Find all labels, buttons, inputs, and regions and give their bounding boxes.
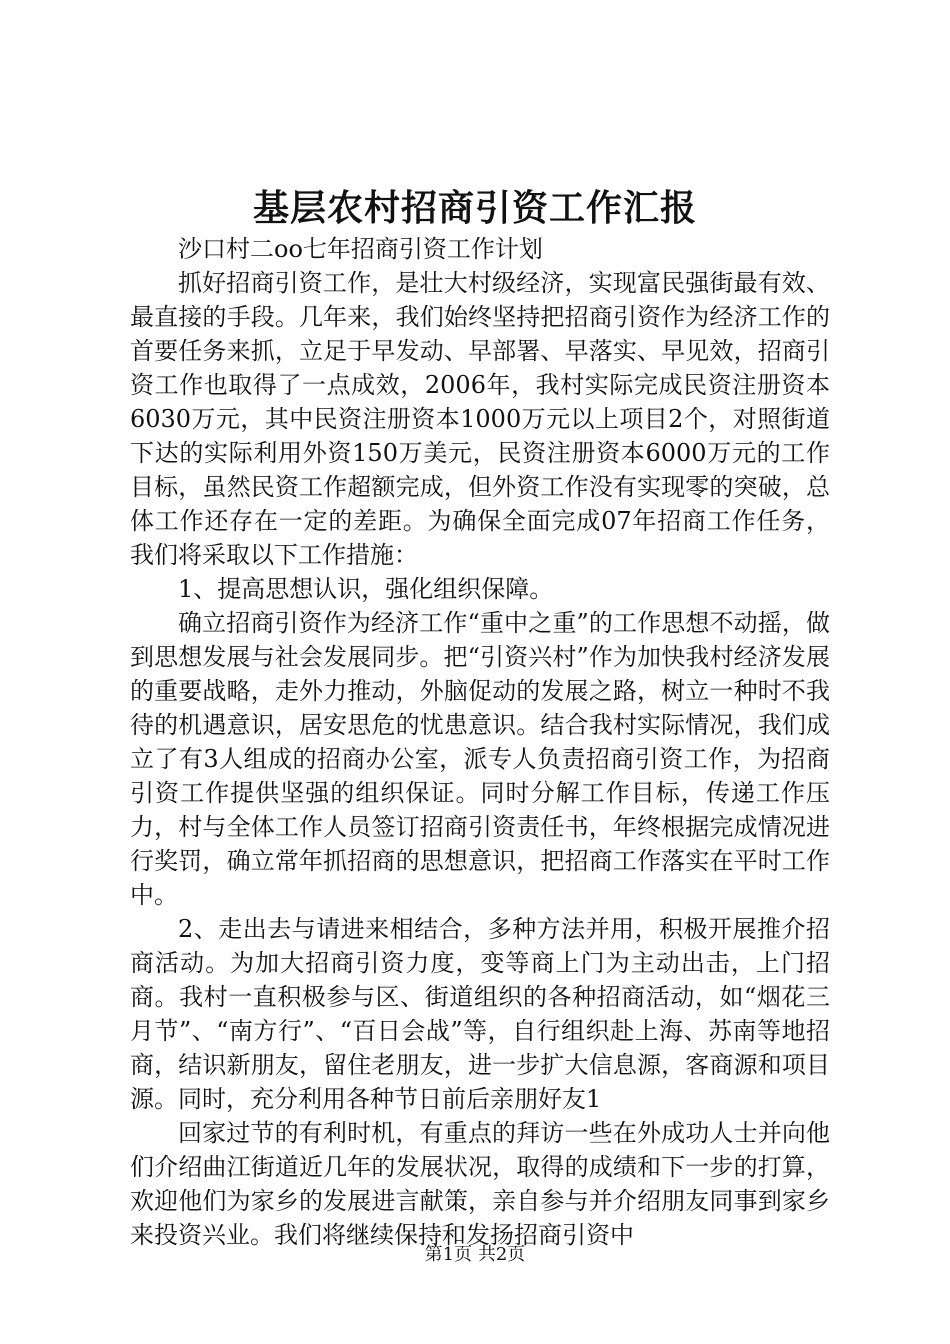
document-title: 基层农村招商引资工作汇报 <box>252 187 697 229</box>
paragraph-continuation: 回家过节的有利时机，有重点的拜访一些在外成功人士并向他们介绍曲江街道近几年的发展状况，取得的成绩和下一步的打算，欢迎他们为家乡的发展进言献策，亲自参与并介绍朋友同事到家乡来投资兴业。我们将继续保持和发扬招商引资中 <box>130 1119 830 1249</box>
document-body <box>130 232 830 1252</box>
paragraph-intro: 抓好招商引资工作，是壮大村级经济，实现富民强街最有效、最直接的手段。几年来，我们始终坚持把招商引资作为经济工作的首要任务来抓，立足于早发动、早部署、早落实、早见效，招商引资工作也取得了一点成效，2006年，我村实际完成民资注册资本6030万元，其中民资注册资本1000万元以上项目2个，对照街道下达的实际利用外资150万美元，民资注册资本6000万元的工作目标，虽然民资工作超额完成，但外资工作没有实现零的突破，总体工作还存在一定的差距。为确保全面完成07年招商工作任务，我们将采取以下工作措施： <box>130 269 830 569</box>
paragraph-plan-heading: 沙口村二oo七年招商引资工作计划 <box>178 235 543 263</box>
paragraph-measure-2: 2、走出去与请进来相结合，多种方法并用，积极开展推介招商活动。为加大招商引资力度，变等商上门为主动出击，上门招商。我村一直积极参与区、街道组织的各种招商活动，如“烟花三月节”、“南方行”、“百日会战”等，自行组织赴上海、苏南等地招商，结识新朋友，留住老朋友，进一步扩大信息源，客商源和项目源。同时，充分利用各种节日前后亲朋好友1 <box>130 915 830 1113</box>
page-footer: 第1页 共2页 <box>424 1244 526 1265</box>
paragraph-measure-1-heading: 1、提高思想认识，强化组织保障。 <box>178 575 554 603</box>
paragraph-measure-1-body: 确立招商引资作为经济工作“重中之重”的工作思想不动摇，做到思想发展与社会发展同步。把“引资兴村”作为加快我村经济发展的重要战略，走外力推动，外脑促动的发展之路，树立一种时不我待的机遇意识，居安思危的忧患意识。结合我村实际情况，我们成立了有3人组成的招商办公室，派专人负责招商引资工作，为招商引资工作提供坚强的组织保证。同时分解工作目标，传递工作压力，村与全体工作人员签订招商引资责任书，年终根据完成情况进行奖罚，确立常年抓招商的思想意识，把招商工作落实在平时工作中。 <box>130 609 830 909</box>
